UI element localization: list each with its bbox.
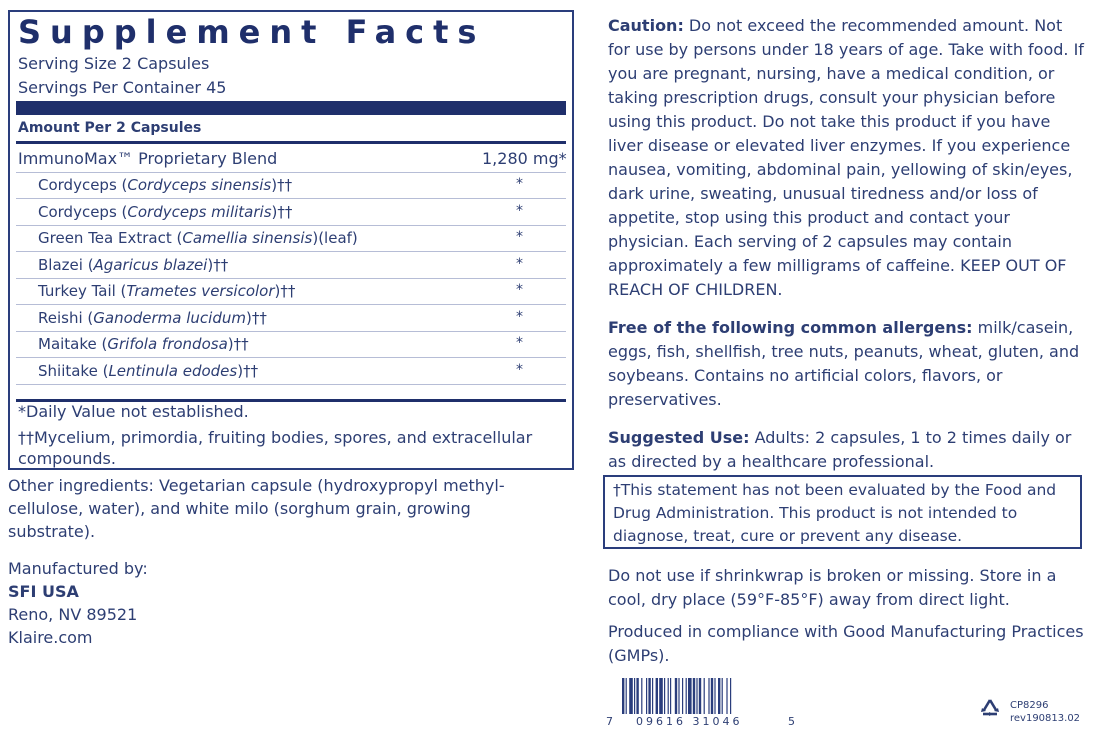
ingredient-common-name: Green Tea Extract ( [38, 229, 183, 247]
ingredient-suffix: )†† [271, 202, 293, 221]
row-divider [16, 198, 566, 199]
row-divider [16, 278, 566, 279]
supplement-facts-title: Supplement Facts [18, 13, 486, 51]
ingredient-daily-value: * [516, 335, 523, 351]
barcode-bar [714, 678, 715, 714]
allergens-label: Free of the following common allergens: [608, 318, 973, 337]
suggested-use-paragraph [608, 426, 1086, 474]
ingredient-latin-name: Cordyceps militaris [127, 202, 272, 221]
ingredient-daily-value: * [516, 308, 523, 325]
barcode-bar [726, 678, 727, 714]
barcode-bar [652, 678, 653, 714]
ingredient-name [38, 228, 358, 248]
barcode-bar [626, 678, 627, 714]
footnote-daily-value: *Daily Value not established. [18, 402, 249, 421]
manufacturer-website: Klaire.com [8, 628, 93, 647]
ingredient-daily-value: * [516, 176, 523, 192]
barcode-bar [688, 678, 692, 714]
manufactured-by-label: Manufactured by: [8, 559, 148, 578]
ingredient-daily-value: * [516, 202, 523, 219]
ingredient-common-name: Blazei ( [38, 255, 94, 274]
barcode-bar [641, 678, 642, 714]
row-divider [16, 225, 566, 226]
blend-name: ImmunoMax™ Proprietary Blend [18, 149, 278, 168]
caution-paragraph [608, 14, 1086, 302]
ingredient-common-name: Turkey Tail ( [38, 282, 127, 300]
serving-size: Serving Size 2 Capsules [18, 54, 210, 73]
barcode-bar [659, 678, 663, 714]
footnote-mycelium: ††Mycelium, primordia, fruiting bodies, spores, and extracellular [18, 428, 533, 447]
ingredient-daily-value: * [516, 229, 523, 245]
barcode-bar [636, 678, 638, 714]
ingredient-suffix: )(leaf) [312, 229, 358, 247]
barcode-bar [622, 678, 624, 714]
barcode-bar [693, 678, 695, 714]
gmp-text: Produced in compliance with Good Manufacturing Practices (GMPs). [608, 622, 1084, 665]
barcode-bar [646, 678, 647, 714]
ingredient-name [38, 361, 258, 381]
barcode-bar [668, 678, 669, 714]
blend-amount: 1,280 mg* [482, 149, 567, 168]
barcode-bar [664, 678, 665, 714]
ingredient-suffix: )†† [274, 282, 296, 300]
barcode-bar [730, 678, 731, 714]
barcode-bar [682, 678, 683, 714]
manufacturer-name: SFI USA [8, 582, 79, 601]
suggested-use-label: Suggested Use: [608, 428, 750, 447]
footnote-mycelium-cont: compounds. [18, 449, 116, 468]
ingredient-latin-name: Cordyceps sinensis [127, 176, 272, 194]
caution-label: Caution: [608, 16, 684, 35]
amount-per-header: Amount Per 2 Capsules [18, 120, 202, 136]
product-code: CP8296 [1010, 700, 1049, 711]
ingredient-name [38, 255, 228, 275]
caution-text: Do not exceed the recommended amount. Not for use by persons under 18 years of age. Take with food. If you are pregnant, nursing, have a medical condition, or taking prescription drugs, consult your physician before using this product. Do not take this product if you have liver disease or elevated liver enzymes. If you experience nausea, vomiting, abdominal pain, yellowing of skin/eyes, dark urine, sweating, unusual tiredness and/or loss of appetite, stop using this product and contact your physician. Each serving of 2 capsules may contain approximately a few milligrams of caffeine. KEEP OUT OF REACH OF CHILDREN. [608, 16, 1084, 299]
ingredient-common-name: Shiitake ( [38, 361, 109, 380]
barcode-bar [722, 678, 723, 714]
ingredient-suffix: )†† [227, 335, 249, 353]
other-ingredients-line: substrate). [8, 522, 96, 541]
barcode-bar [656, 678, 658, 714]
ingredient-common-name: Maitake ( [38, 335, 108, 353]
ingredient-common-name: Reishi ( [38, 308, 94, 327]
right-column [608, 14, 1086, 474]
barcode-bar [718, 678, 720, 714]
barcode-bar [670, 678, 671, 714]
ingredient-name [38, 202, 292, 222]
row-divider [16, 384, 566, 385]
ingredient-suffix: )†† [271, 176, 293, 194]
row-divider [16, 172, 566, 173]
other-ingredients-line: cellulose, water), and white milo (sorghum grain, growing [8, 499, 471, 518]
ingredient-latin-name: Ganoderma lucidum [93, 308, 246, 327]
barcode-first-digit: 7 [606, 715, 613, 728]
barcode-bar [711, 678, 713, 714]
ingredient-name [38, 175, 292, 195]
ingredient-latin-name: Lentinula edodes [108, 361, 238, 380]
ingredient-name [38, 334, 249, 354]
row-divider [16, 331, 566, 332]
barcode-bars [622, 678, 780, 714]
storage-text: Do not use if shrinkwrap is broken or missing. Store in a cool, dry place (59°F-85°F) away from direct light. [608, 566, 1057, 609]
thick-divider [16, 101, 566, 115]
row-divider [16, 304, 566, 305]
barcode-bar [634, 678, 635, 714]
fda-statement-box [603, 475, 1082, 549]
ingredient-common-name: Cordyceps ( [38, 176, 128, 194]
barcode-bar [696, 678, 697, 714]
row-divider [16, 251, 566, 252]
barcode-bar [648, 678, 650, 714]
ingredient-latin-name: Camellia sinensis [182, 229, 313, 247]
servings-per-container: Servings Per Container 45 [18, 78, 227, 97]
ingredient-suffix: )†† [245, 308, 267, 327]
ingredient-common-name: Cordyceps ( [38, 202, 128, 221]
allergens-paragraph [608, 316, 1086, 412]
ingredient-daily-value: * [516, 361, 523, 378]
thin-divider [16, 141, 566, 144]
ingredient-suffix: )†† [237, 361, 259, 380]
ingredient-latin-name: Trametes versicolor [126, 282, 275, 300]
ingredient-suffix: )†† [207, 255, 229, 274]
recycle-icon [977, 697, 1003, 723]
fda-statement: †This statement has not been evaluated by the Food and Drug Administration. This product is not intended to diagnose, treat, cure or prevent any disease. [613, 481, 1057, 545]
barcode-bar [704, 678, 705, 714]
barcode-bar [678, 678, 679, 714]
other-ingredients-line: Other ingredients: Vegetarian capsule (hydroxypropyl methyl- [8, 476, 505, 495]
barcode-bar [675, 678, 677, 714]
manufacturer-city: Reno, NV 89521 [8, 605, 138, 624]
suggested-use-text: Adults: 2 capsules, 1 to 2 times daily or as directed by a healthcare professional. [608, 428, 1072, 471]
barcode-digits: 09616 31046 [636, 715, 743, 728]
barcode-bar [686, 678, 687, 714]
ingredient-daily-value: * [516, 282, 523, 298]
row-divider [16, 357, 566, 358]
barcode-bar [629, 678, 633, 714]
barcode-last-digit: 5 [788, 715, 795, 728]
allergens-text: milk/casein, eggs, fish, shellfish, tree nuts, peanuts, wheat, gluten, and soybeans. Contains no artificial colors, flavors, or preservatives. [608, 318, 1080, 409]
ingredient-name [38, 281, 295, 301]
ingredient-latin-name: Grifola frondosa [107, 335, 228, 353]
ingredient-latin-name: Agaricus blazei [93, 255, 208, 274]
ingredient-daily-value: * [516, 255, 523, 272]
ingredient-name [38, 308, 267, 328]
barcode-bar [708, 678, 709, 714]
barcode-bar [699, 678, 701, 714]
revision-code: rev190813.02 [1010, 713, 1081, 724]
